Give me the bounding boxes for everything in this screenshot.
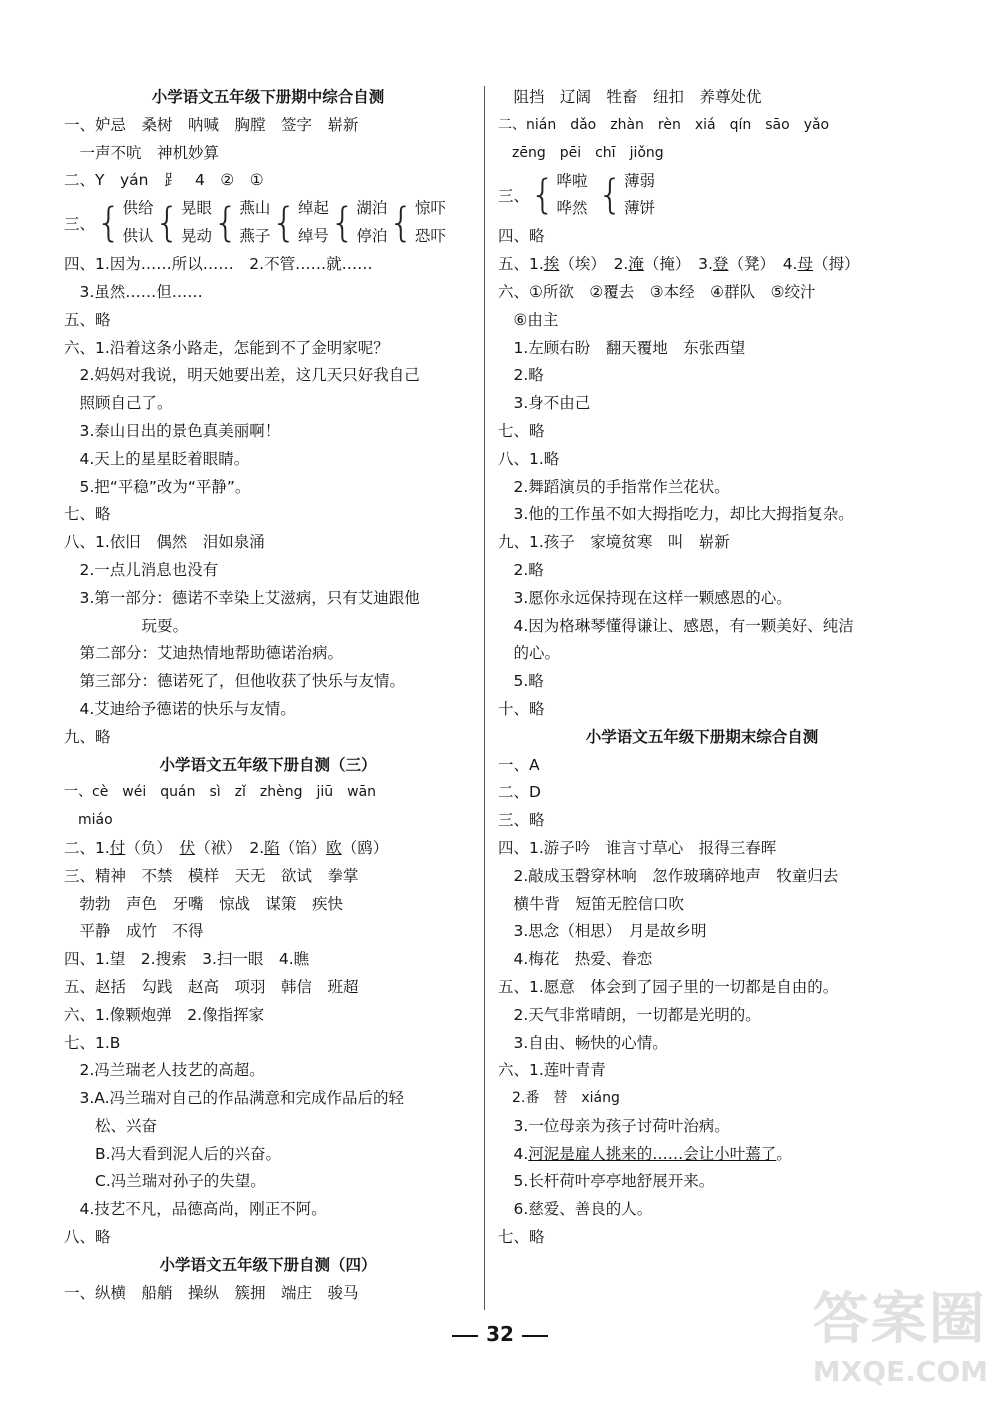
answer-line: 九、略	[64, 727, 111, 746]
answer-line: 十、略	[498, 699, 545, 718]
answer-line: 八、略	[64, 1228, 111, 1247]
answer-line: 玩耍。	[64, 616, 189, 635]
answer-line: 一、妒忌 桑树 呐喊 胸膛 签字 崭新	[64, 115, 359, 134]
brace-icon: {	[96, 200, 122, 247]
answer-line: 3.第一部分：德诺不幸染上艾滋病，只有艾迪跟他	[64, 588, 420, 607]
answer-line: 3.自由、畅快的心情。	[498, 1033, 668, 1052]
brace-icon: {	[212, 200, 239, 247]
watermark-url: MXQE.COM	[812, 1355, 988, 1388]
answer-line: 3.身不由己	[498, 394, 591, 413]
answer-line: 2.天气非常晴朗，一切都是光明的。	[498, 1005, 761, 1024]
answer-line: 六、①所欲 ②覆去 ③本经 ④群队 ⑤绞汁	[498, 282, 816, 301]
answer-line: 2.冯兰瑞老人技艺的高超。	[64, 1061, 265, 1080]
answer-line: 松、兴奋	[64, 1116, 158, 1135]
answer-line: 2.舞蹈演员的手指常作兰花状。	[498, 477, 730, 496]
answer-line: 2.略	[498, 366, 544, 385]
brace-answer-group	[64, 195, 472, 251]
answer-line: 七、略	[498, 1228, 545, 1247]
watermark-logo: 答案圈	[812, 1287, 987, 1352]
answer-line: 5.把“平稳”改为“平静”。	[64, 477, 251, 496]
answer-line: 七、1.B	[64, 1033, 121, 1052]
column-divider	[484, 86, 485, 1310]
answer-line: 四、略	[498, 227, 545, 246]
section-title: 小学语文五年级下册自测（三）	[159, 755, 377, 774]
answer-line: 1.左顾右盼 翻天覆地 东张西望	[498, 338, 746, 357]
answer-line: 3.虽然……但……	[64, 282, 203, 301]
answer-line: 二、1.付（负） 伏（袱） 2.陷（馅）欧（鸥）	[64, 838, 389, 857]
answer-line: 4.技艺不凡，品德高尚，刚正不阿。	[64, 1200, 327, 1219]
answer-line: 2.敲成玉磬穿林响 忽作玻璃碎地声 牧童归去	[498, 866, 839, 885]
answer-line: 二、Y yán ⻊ 4 ② ①	[64, 171, 264, 190]
brace-answer-group	[498, 167, 906, 223]
word-pair: 绰起 绰号	[297, 199, 329, 246]
answer-line: 四、1.因为……所以…… 2.不管……就……	[64, 255, 373, 274]
answer-line: 4.梅花 热爱、眷恋	[498, 950, 653, 969]
answer-line: 五、1.愿意 体会到了园子里的一切都是自由的。	[498, 977, 839, 996]
word-pair: 惊吓 恐吓	[414, 199, 446, 246]
answer-line: 七、略	[64, 505, 111, 524]
word-pair: 供给 供认	[122, 199, 154, 246]
answer-line: 5.略	[498, 672, 544, 691]
answer-line: 第三部分：德诺死了，但他收获了快乐与友情。	[64, 672, 406, 691]
answer-line: miáo	[64, 812, 113, 829]
page-number: 32	[0, 1322, 1000, 1346]
answer-line: 八、1.略	[498, 449, 560, 468]
left-column	[64, 84, 472, 1307]
answer-line: 2.番 替 xiáng	[498, 1090, 620, 1107]
dash-left	[452, 1335, 478, 1337]
brace-icon: {	[597, 172, 623, 219]
word-pair: 薄弱 薄饼	[623, 171, 655, 218]
answer-line: 4.艾迪给予德诺的快乐与友情。	[64, 699, 296, 718]
answer-line: 4.天上的星星眨着眼睛。	[64, 449, 250, 468]
answer-line: 五、赵括 勾践 赵高 项羽 韩信 班超	[64, 977, 359, 996]
answer-line: 5.长杆荷叶亭亭地舒展开来。	[498, 1172, 715, 1191]
answer-line: 4.河泥是雇人挑来的……会让小叶蔫了。	[498, 1144, 792, 1163]
answer-line: 3.思念（相思） 月是故乡明	[498, 922, 707, 941]
answer-line: 一声不吭 神机妙算	[64, 143, 220, 162]
answer-line: 二、nián dǎo zhàn rèn xiá qín sāo yǎo	[498, 116, 830, 133]
answer-line: 3.他的工作虽不如大拇指吃力，却比大拇指复杂。	[498, 505, 854, 524]
answer-line: 3.愿你永远保持现在这样一颗感恩的心。	[498, 588, 792, 607]
answer-line: 五、略	[64, 310, 111, 329]
answer-line: 3.一位母亲为孩子讨荷叶治病。	[498, 1116, 730, 1135]
answer-line: 第二部分：艾迪热情地帮助德诺治病。	[64, 644, 344, 663]
dash-right	[522, 1335, 548, 1337]
answer-line: 七、略	[498, 421, 545, 440]
answer-line: 一、纵横 船艄 操纵 簇拥 端庄 骏马	[64, 1283, 359, 1302]
answer-line: C.冯兰瑞对孙子的失望。	[64, 1172, 266, 1191]
answer-line: 八、1.依旧 偶然 泪如泉涌	[64, 533, 265, 552]
answer-line: 4.因为格琳琴懂得谦让、感恩，有一颗美好、纯洁	[498, 616, 854, 635]
answer-line: 一、cè wéi quán sì zǐ zhèng jiū wān	[64, 784, 377, 801]
section-title: 小学语文五年级下册期末综合自测	[585, 727, 819, 746]
answer-line: 照顾自己了。	[64, 394, 173, 413]
answer-line: 一、A	[498, 755, 540, 774]
section-title: 小学语文五年级下册自测（四）	[159, 1255, 377, 1274]
answer-line: 3.A.冯兰瑞对自己的作品满意和完成作品后的轻	[64, 1089, 405, 1108]
answer-line: 六、1.像颗炮弹 2.像指挥家	[64, 1005, 265, 1024]
word-pair: 湖泊 停泊	[356, 199, 388, 246]
answer-label: 三、	[64, 215, 96, 234]
answer-line: 横牛背 短笛无腔信口吹	[498, 894, 685, 913]
answer-line: 四、1.游子吟 谁言寸草心 报得三春晖	[498, 838, 777, 857]
answer-line: 勃勃 声色 牙嘴 惊战 谋策 疾快	[64, 894, 344, 913]
answer-line: 2.一点儿消息也没有	[64, 560, 219, 579]
word-pair: 晃眼 晃动	[180, 199, 212, 246]
brace-icon: {	[388, 200, 414, 247]
answer-line: 五、1.挨（埃） 2.淹（掩） 3.登（凳） 4.母（拇）	[498, 255, 860, 274]
answer-line: B.冯大看到泥人后的兴奋。	[64, 1144, 282, 1163]
answer-line: zēng pēi chī jiǒng	[498, 144, 664, 161]
answer-line: 阻挡 辽阔 牲畜 纽扣 养尊处优	[498, 88, 762, 106]
answer-line: 2.略	[498, 560, 544, 579]
answer-line: 3.泰山日出的景色真美丽啊！	[64, 421, 281, 440]
answer-line: 平静 成竹 不得	[64, 922, 204, 941]
answer-line: 的心。	[498, 644, 561, 663]
answer-line: 2.妈妈对我说，明天她要出差，这几天只好我自己	[64, 366, 420, 385]
answer-line: 九、1.孩子 家境贫寒 叫 崭新	[498, 533, 730, 552]
answer-line: ⑥由主	[498, 310, 559, 329]
word-pair: 燕山 燕子	[239, 199, 271, 246]
answer-line: 6.慈爱、善良的人。	[498, 1200, 653, 1219]
right-column	[498, 84, 906, 1252]
brace-icon: {	[154, 200, 180, 247]
brace-icon: {	[271, 200, 297, 247]
answer-line: 四、1.望 2.搜索 3.扫一眼 4.瞧	[64, 950, 310, 969]
answer-line: 六、1.沿着这条小路走，怎能到不了金明家呢？	[64, 338, 389, 357]
answer-line: 二、D	[498, 783, 541, 802]
answer-line: 三、略	[498, 811, 545, 830]
word-pair: 哗啦 哗然	[556, 171, 588, 218]
answer-line: 三、精神 不禁 模样 天无 欲试 拳掌	[64, 866, 359, 885]
answer-label: 三、	[498, 187, 530, 206]
watermark	[813, 1275, 988, 1388]
section-title: 小学语文五年级下册期中综合自测	[151, 88, 385, 106]
brace-icon: {	[530, 172, 556, 219]
brace-icon: {	[329, 200, 356, 247]
answer-line: 六、1.莲叶青青	[498, 1061, 606, 1080]
